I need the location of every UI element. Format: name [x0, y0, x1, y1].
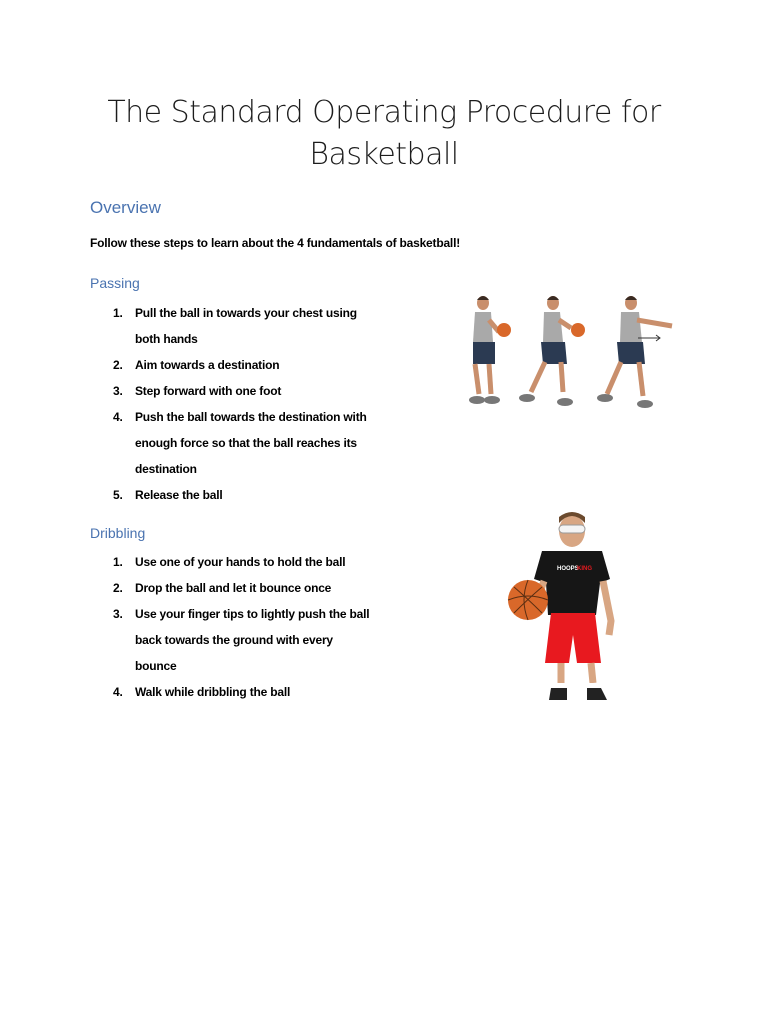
- step-number: 1.: [113, 555, 123, 569]
- step-text: Push the ball towards the destination with enough force so that the ball reaches its destination: [135, 410, 367, 476]
- step-number: 3.: [113, 384, 123, 398]
- list-item: [113, 404, 373, 482]
- step-text: Step forward with one foot: [135, 384, 282, 398]
- step-text: Walk while dribbling the ball: [135, 685, 291, 699]
- step-text: Drop the ball and let it bounce once: [135, 581, 332, 595]
- step-number: 5.: [113, 488, 123, 502]
- dribbling-steps-list: [113, 549, 373, 705]
- list-item: [113, 601, 373, 679]
- passer-figure-3: [597, 296, 672, 408]
- step-text: Release the ball: [135, 488, 223, 502]
- step-text: Aim towards a destination: [135, 358, 280, 372]
- step-number: 3.: [113, 607, 123, 621]
- list-item: [113, 549, 373, 575]
- passing-heading: Passing: [90, 275, 140, 291]
- list-item: [113, 679, 373, 705]
- step-number: 2.: [113, 358, 123, 372]
- dribbling-heading: Dribbling: [90, 525, 146, 541]
- list-item: [113, 482, 373, 508]
- passing-steps-list: [113, 300, 373, 508]
- step-number: 4.: [113, 685, 123, 699]
- list-item: [113, 300, 373, 352]
- list-item: [113, 378, 373, 404]
- overview-intro: Follow these steps to learn about the 4 fundamentals of basketball!: [90, 236, 460, 250]
- step-number: 4.: [113, 410, 123, 424]
- svg-text:KING: KING: [577, 566, 592, 572]
- step-text: Use one of your hands to hold the ball: [135, 555, 346, 569]
- list-item: [113, 352, 373, 378]
- passing-sequence-illustration: [455, 290, 680, 415]
- step-text: Pull the ball in towards your chest using both hands: [135, 306, 357, 346]
- step-number: 2.: [113, 581, 123, 595]
- overview-heading: Overview: [90, 198, 161, 217]
- svg-text:HOOPS: HOOPS: [557, 566, 579, 572]
- step-text: Use your finger tips to lightly push the ball back towards the ground with every bounce: [135, 607, 370, 673]
- passer-figure-2: [519, 296, 585, 406]
- passer-figure-1: [469, 296, 511, 404]
- child-dribbling-photo: [497, 503, 637, 711]
- list-item: [113, 575, 373, 601]
- step-number: 1.: [113, 306, 123, 320]
- page-title: The Standard Operating Procedure for Basketball: [107, 95, 661, 172]
